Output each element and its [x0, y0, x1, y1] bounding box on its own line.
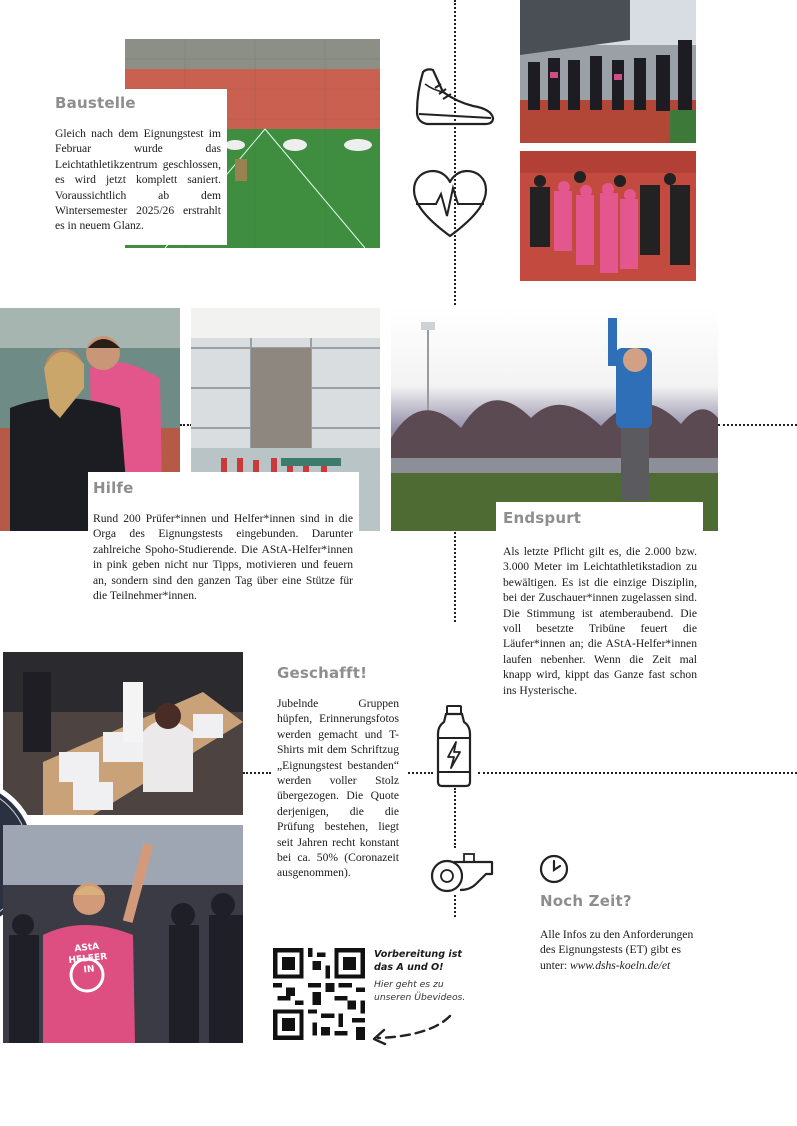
geschafft-title: Geschafft! [277, 664, 368, 682]
stopwatch-icon [538, 852, 570, 884]
baustelle-text: Gleich nach dem Eignungstest im Februar wurde das Leichtathletikzentrum geschlossen, es wird jetzt komplett saniert. Voraussichtlich ab dem Wintersemester 2025/26 erstrahlt es in neuem Glanz. [55, 127, 221, 233]
photo-jubel [3, 825, 243, 1043]
photo-startsignal [391, 308, 718, 531]
heart-pulse-icon [410, 168, 490, 240]
timeline-line-middle [454, 532, 456, 622]
photo-asta-helfer-gruppe [520, 151, 696, 281]
timeline-line-top [454, 0, 456, 305]
endspurt-text: Als letzte Pflicht gilt es, die 2.000 bzw. 3.000 Meter im Leichtathletikstadion zu bewältigen. Es ist die einzige Disziplin, bei der Zuschauer*innen zugelassen sind. Die Stimmung ist atemberaubend. Die voll besetzte Tribüne feuert die Läufer*innen an; die AStA-Helfer*innen laufen nebenher. Wenn die Zeit mal knapp wird, kippt das Ganze fast schon ins Hysterische. [503, 545, 697, 697]
hilfe-title: Hilfe [93, 479, 134, 497]
dashed-arrow-icon [370, 1012, 454, 1046]
timeline-line-lower [454, 788, 456, 848]
noch-zeit-info: Alle Infos zu den Anforderungen des Eignungstests (ET) gibt es unter: [540, 928, 694, 972]
shirt-print: AStA HELFER IN [68, 941, 108, 976]
section-geschafft [272, 657, 407, 907]
noch-zeit-text [540, 927, 700, 973]
timeline-connector-geschafft [243, 772, 271, 774]
noch-zeit-title: Noch Zeit? [540, 892, 632, 910]
endspurt-title: Endspurt [503, 509, 582, 527]
geschafft-text: Jubelnde Gruppen hüpfen, Erinnerungsfotos werden gemacht und T-Shirts mit dem Schriftzug „Eignungstest bestanden“ werden voller Stolz übergezogen. Die Quote derjenigen, die die Prüfung bestehen, liegt seit Jahren recht konstant bei ca. 50% (Coronazeit ausgenommen). [277, 697, 399, 880]
section-baustelle [51, 89, 227, 245]
timeline-line-end [454, 895, 456, 917]
endspurt-title-box [496, 502, 703, 532]
drink-bottle-icon [436, 704, 472, 788]
qr-headline: Vorbereitung ist das A und O! [374, 949, 462, 973]
timeline-connector-bottle-right [478, 772, 797, 774]
baustelle-title: Baustelle [55, 94, 136, 112]
hilfe-text: Rund 200 Prüfer*innen und Helfer*innen sind in die Orga des Eignungstests eingebunden. Darunter zahlreiche Spoho-Studierende. Die AStA-Helfer*innen in pink geben nicht nur Tipps, motivieren und feuern an, sondern sind den ganzen Tag über eine Stütze für die Teilnehmer*innen. [93, 512, 353, 603]
photo-laeufer-start [520, 0, 696, 143]
noch-zeit-link[interactable]: www.dshs-koeln.de/et [569, 958, 671, 972]
timeline-connector-right [718, 424, 797, 426]
whistle-icon [430, 850, 496, 896]
qr-code-icon[interactable] [273, 948, 365, 1040]
qr-subline: Hier geht es zu unseren Übevideos. [374, 979, 466, 1003]
section-hilfe [88, 472, 359, 614]
timeline-connector-bottle-left [405, 772, 433, 774]
sneaker-icon [413, 62, 497, 130]
